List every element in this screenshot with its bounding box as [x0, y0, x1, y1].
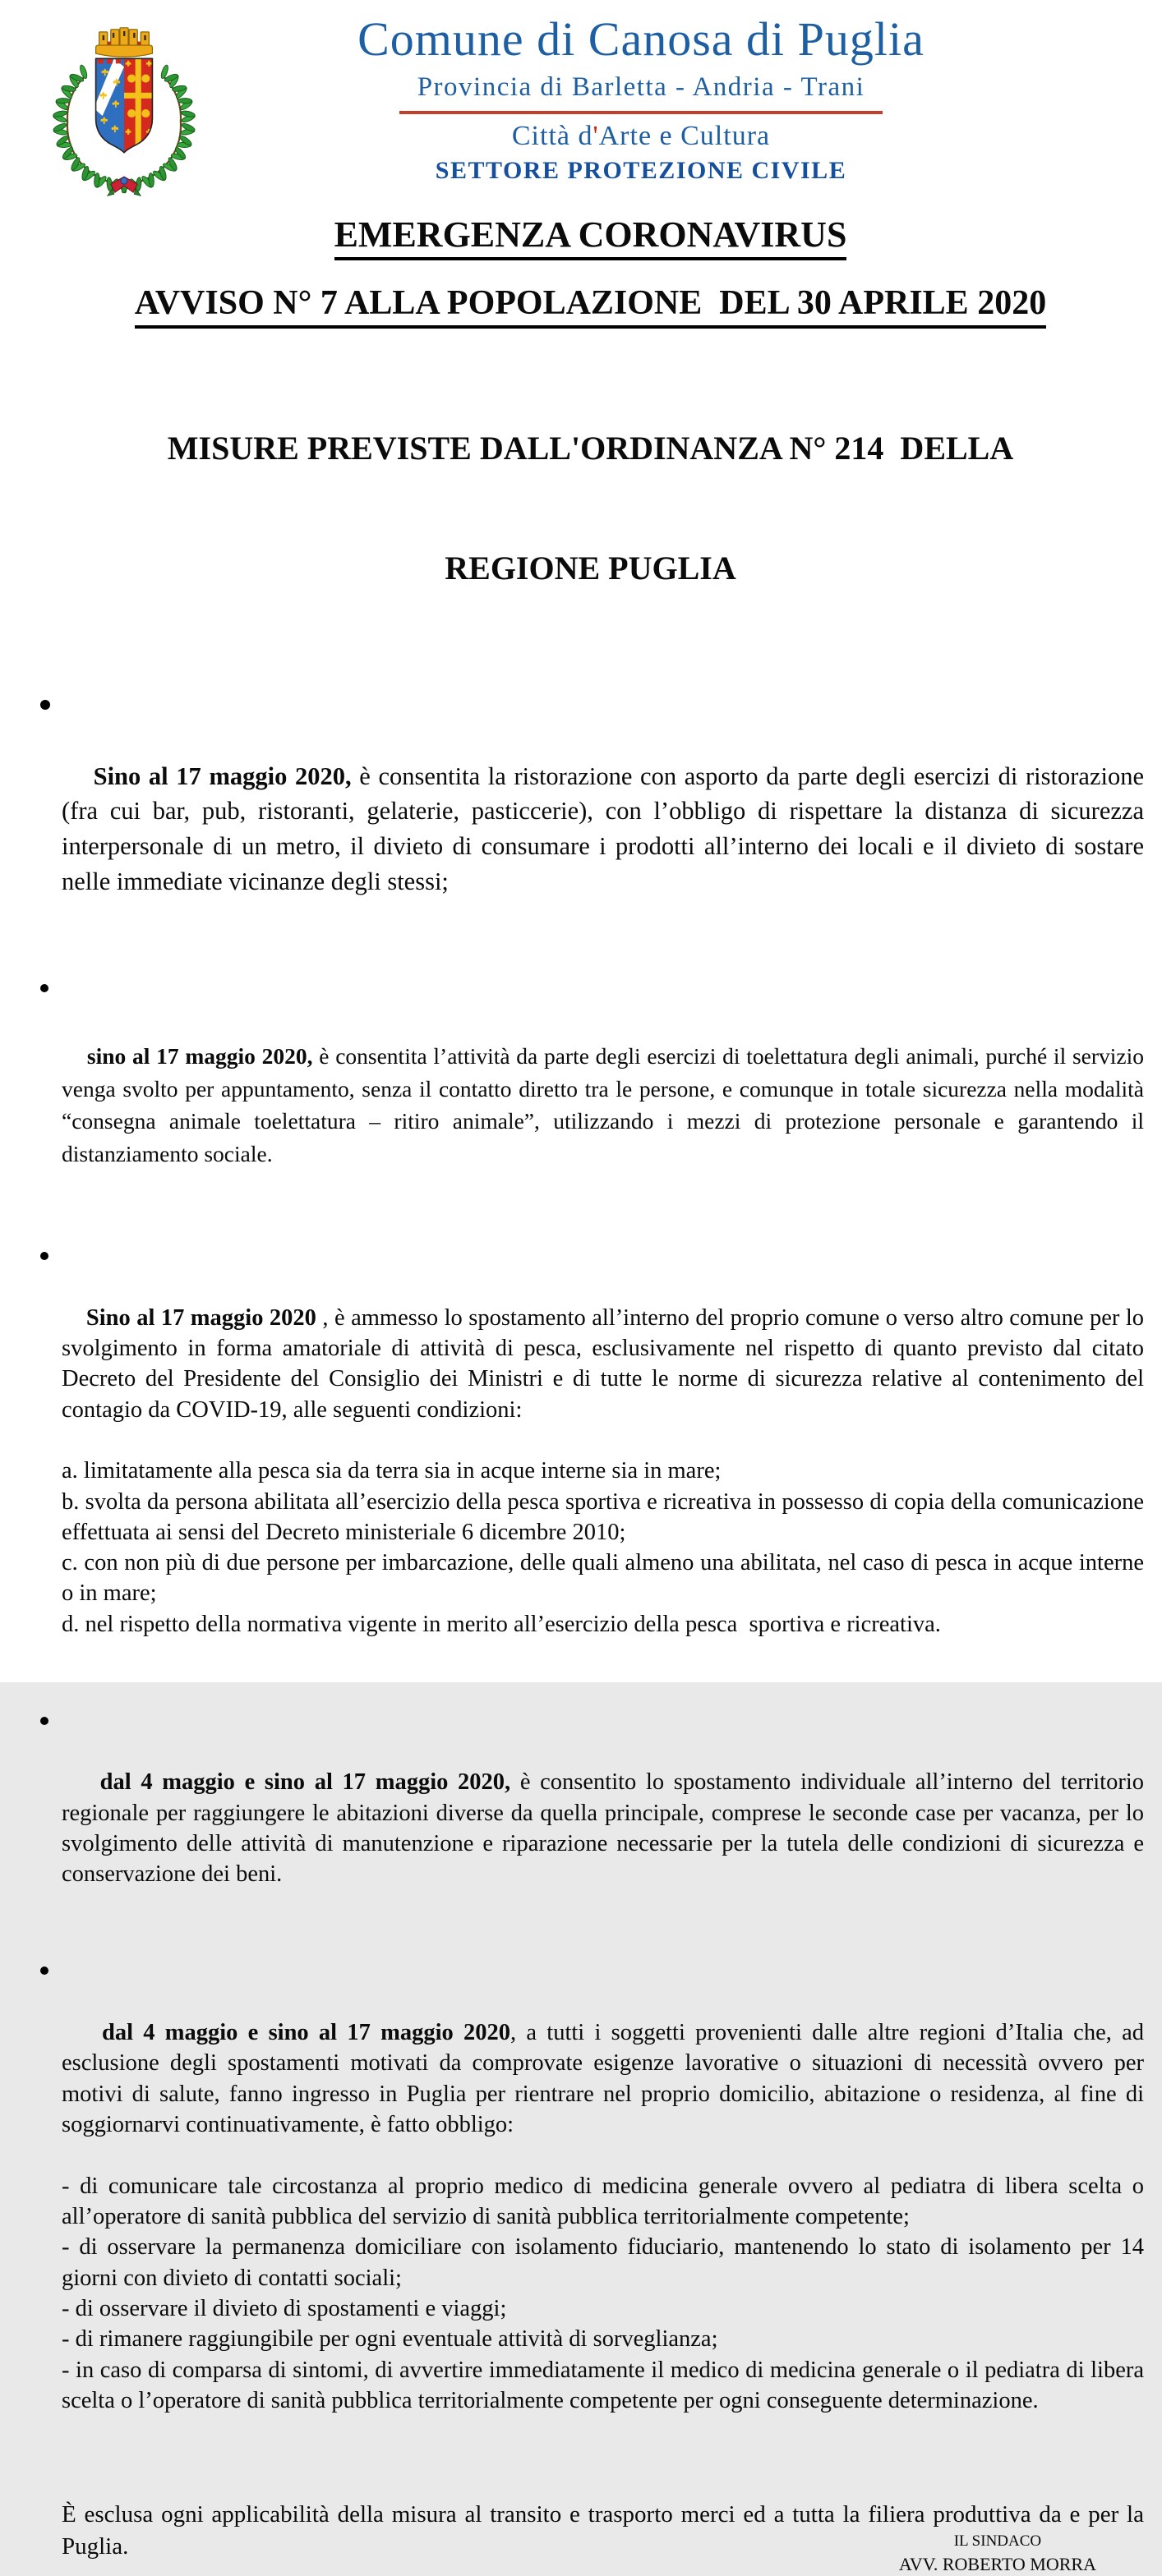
measures-title-line-1: MISURE PREVISTE DALL'ORDINANZA N° 214 DELLA [167, 429, 1014, 467]
sub-item: - di comunicare tale circostanza al proprio medico di medicina generale ovvero al pediatra di libera scelta o all’operatore di sanità pubblica del servizio di sanità pubblica territorialmente competente; [62, 2173, 1150, 2230]
bullet-lead: sino al 17 maggio 2020, [86, 1042, 313, 1069]
city-motto: Città d'Arte e Cultura [511, 120, 771, 151]
sub-item: - in caso di comparsa di sintomi, di avvertire immediatamente il medico di medicina generale o il pediatra di libera scelta o l’operatore di sanità pubblica territorialmente competente per ogni conseguente determinazione. [62, 2357, 1150, 2414]
letterhead [205, 12, 1077, 185]
signature-block [899, 2531, 1096, 2576]
bullet-sublist [62, 2171, 1150, 2417]
province-line: Provincia di Barletta - Andria - Trani [417, 71, 865, 102]
bullet-lead: dal 4 maggio e sino al 17 maggio 2020, [99, 1769, 511, 1796]
sub-item: - di rimanere raggiungibile per ogni eventuale attività di sorveglianza; [62, 2326, 718, 2353]
coat-of-arms-icon [58, 15, 191, 199]
bullet-text: , a tutti i soggetti provenienti dalle altre regioni d’Italia che, ad esclusione degli spostamenti motivati da comprovate esigenze lavorative o situazioni di necessità ovvero per motivi di salute, fanno ingresso in Puglia per rientrare nel proprio domicilio, abitazione o residenza, al fine di soggiornarvi continuativamente, è fatto obbligo: [62, 2020, 1150, 2138]
signature-role: IL SINDACO [953, 2532, 1042, 2551]
bullet-text: è consentito lo spostamento individuale all’interno del territorio regionale per raggiungere le abitazioni diverse da quella principale, comprese le seconde case per vacanza, per lo svolgimento delle attività di manutenzione e riparazione necessarie per la tutela delle condizioni di sicurezza e conservazione dei beni. [62, 1769, 1150, 1888]
red-apostrophe: ' [593, 120, 599, 151]
sector-line: SETTORE PROTEZIONE CIVILE [435, 156, 847, 184]
avviso-title-row [37, 283, 1144, 329]
bullet-lead: Sino al 17 maggio 2020 [85, 1304, 316, 1331]
bullet-lead: Sino al 17 maggio 2020, [93, 761, 352, 790]
bullet-dot-icon [40, 1252, 48, 1260]
header-divider [399, 111, 883, 114]
bullet-lead: dal 4 maggio e sino al 17 maggio 2020 [102, 2020, 511, 2046]
sub-item: d. nel rispetto della normativa vigente in merito all’esercizio della pesca sportiva e ricreativa. [62, 1611, 941, 1637]
bullet-text: è consentita la ristorazione con asporto da parte degli esercizi di ristorazione (fra cui bar, pub, ristoranti, gelaterie, pasticcerie), con l’obbligo di rispettare la distanza di sicurezza interpersonale di un metro, il divieto di consumare i prodotti all’interno dei locali e il divieto di sostare nelle immediate vicinanze degli stessi; [62, 761, 1150, 895]
bullet-dot-icon [40, 700, 50, 710]
sub-item: b. svolta da persona abilitata all’esercizio della pesca sportiva e ricreativa in possesso di copia della comunicazione effettuata ai sensi del Decreto ministeriale 6 dicembre 2010; [62, 1488, 1150, 1545]
emergency-title-row [37, 214, 1144, 260]
sub-item: c. con non più di due persone per imbarcazione, delle quali almeno una abilitata, nel caso di pesca in acque interne o in mare; [62, 1550, 1150, 1607]
signature-name: AVV. ROBERTO MORRA [898, 2553, 1096, 2574]
bullet-dot-icon [40, 1717, 48, 1725]
municipality-name: Comune di Canosa di Puglia [357, 12, 925, 66]
list-item [37, 1241, 1150, 1701]
closing-paragraph: È esclusa ogni applicabilità della misura al transito e trasporto merci ed a tutta la filiera produttiva da e per la Puglia. [62, 2501, 1150, 2560]
list-item [37, 1956, 1150, 2477]
bullet-dot-icon [40, 984, 48, 992]
list-item [37, 688, 1150, 969]
bullet-sublist [62, 1456, 1150, 1640]
measures-title-line-2: REGIONE PUGLIA [445, 549, 736, 586]
sub-item: - di osservare il divieto di spostamenti e viaggi; [62, 2296, 507, 2322]
measures-title [37, 348, 1144, 669]
list-item [37, 974, 1150, 1236]
list-item [37, 1706, 1150, 1952]
bullet-text: , è ammesso lo spostamento all’interno del proprio comune o verso altro comune per lo svolgimento in forma amatoriale di attività di pesca, esclusivamente nel rispetto di quanto previsto dal citato Decreto del Presidente del Consiglio dei Ministri e di tutte le norme di sicurezza relative al contenimento del contagio da COVID-19, alle seguenti condizioni: [62, 1304, 1150, 1423]
emergency-title: EMERGENZA CORONAVIRUS [334, 214, 847, 260]
bullet-text: è consentita l’attività da parte degli esercizi di toelettatura degli animali, purché il servizio venga svolto per appuntamento, senza il contatto diretto tra le persone, e comunque in totale sicurezza nella modalità “consegna animale toelettatura – ritiro animale”, utilizzando i mezzi di protezione personale e garantendo il distanziamento sociale. [62, 1042, 1150, 1167]
measures-list [37, 688, 1150, 2477]
sub-item: - di osservare la permanenza domiciliare con isolamento fiduciario, mantenendo lo stato di isolamento per 14 giorni con divieto di contatti sociali; [62, 2234, 1150, 2291]
bullet-dot-icon [40, 1966, 48, 1975]
sub-item: a. limitatamente alla pesca sia da terra sia in acque interne sia in mare; [62, 1458, 722, 1484]
avviso-title: AVVISO N° 7 ALLA POPOLAZIONE DEL 30 APRILE 2020 [135, 283, 1046, 329]
